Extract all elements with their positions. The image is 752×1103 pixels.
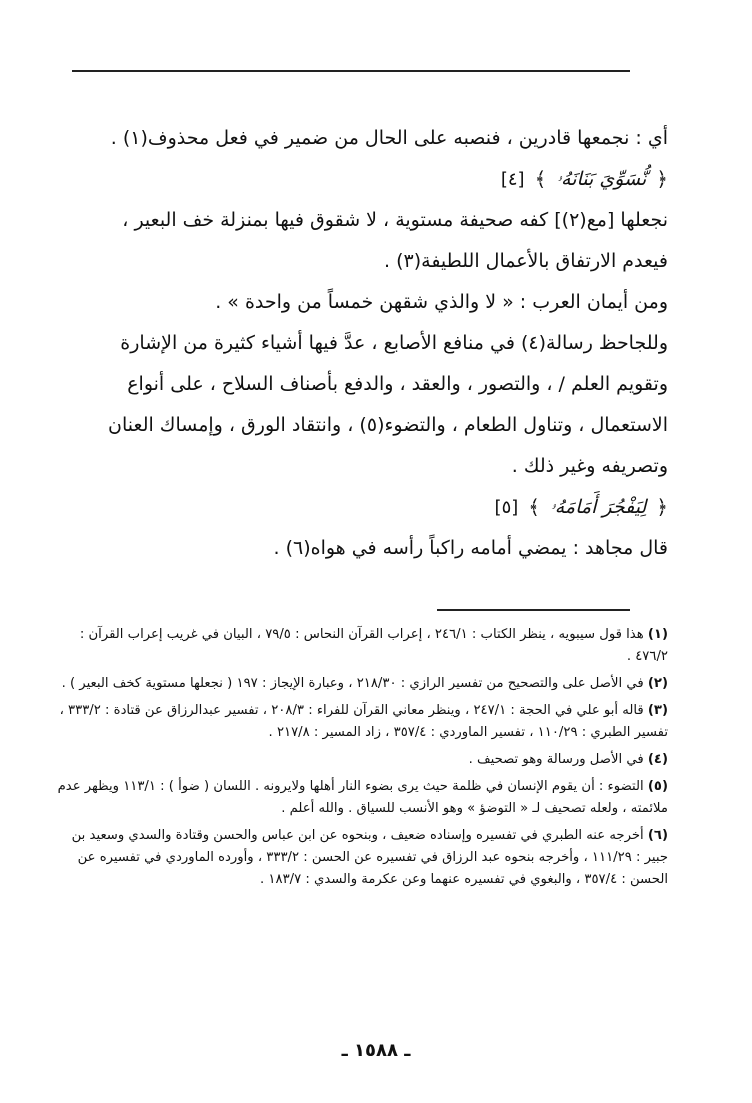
footnote-5	[56, 776, 668, 820]
paragraph-2: نجعلها [مع(٢)] كفه صحيفة مستوية ، لا شقوق فيها بمنزلة خف البعير ،	[122, 209, 668, 231]
paragraph-6: وتقويم العلم / ، والتصور ، والعقد ، والدفع بأصناف السلاح ، على أنواع	[127, 373, 668, 395]
footnote-number: (٦)	[647, 828, 668, 843]
footnote-rule	[437, 609, 630, 611]
footnote-text: هذا قول سيبويه ، ينظر الكتاب : ٢٤٦/١ ، إعراب القرآن النحاس : ٧٩/٥ ، البيان في غريب إعراب القرآن : ٤٧٦/٢ .	[79, 627, 668, 664]
footnote-text: قاله أبو علي في الحجة : ٢٤٧/١ ، وينظر معاني القرآن للفراء : ٢٠٨/٣ ، تفسير عبدالرزاق عن قتادة : ٣٣٣/٢ ، تفسير الطبري : ١١٠/٢٩ ، تفسير الماوردي : ٣٥٧/٤ ، زاد المسير : ٢١٧/٨ .	[59, 703, 668, 740]
paragraph-7: الاستعمال ، وتناول الطعام ، والتضوء(٥) ، وانتقاد الورق ، وإمساك العنان	[108, 414, 668, 436]
quran-verse-4	[62, 159, 668, 200]
footnote-number: (٣)	[647, 703, 668, 718]
footnote-number: (١)	[647, 627, 668, 642]
verse-open-bracket: ﴿	[656, 167, 668, 191]
verse-text: نُّسَوِّيَ بَنَانَهُۥ	[556, 168, 647, 190]
footnotes	[56, 624, 668, 896]
verse-number: [٤]	[500, 169, 525, 190]
header-rule	[72, 70, 630, 72]
main-text	[62, 118, 668, 569]
footnote-text: في الأصل على والتصحيح من تفسير الرازي : ٢١٨/٣٠ ، وعبارة الإيجاز : ١٩٧ ( نجعلها مستوية كخف البعير ) .	[61, 676, 644, 691]
verse-open-bracket: ﴿	[656, 495, 668, 519]
verse-close-bracket: ﴾	[528, 495, 540, 519]
footnote-6	[56, 825, 668, 891]
footnote-text: في الأصل ورسالة وهو تصحيف .	[468, 752, 644, 767]
footnote-1	[56, 624, 668, 668]
verse-text: لِيَفْجُرَ أَمَامَهُۥ	[550, 496, 647, 518]
footnote-number: (٤)	[647, 752, 668, 767]
quran-verse-5	[62, 487, 668, 528]
footnote-text: التضوء : أن يقوم الإنسان في ظلمة حيث يرى بضوء النار أهلها ولايرونه . اللسان ( ضوأ ) : ١١٣/١ ويظهر عدم ملائمته ، ولعله تصحيف لـ « التوضؤ » وهو الأنسب للسياق . والله أعلم .	[57, 779, 668, 816]
verse-number: [٥]	[494, 497, 519, 518]
paragraph-5: وللجاحظ رسالة(٤) في منافع الأصابع ، عدَّ فيها أشياء كثيرة من الإشارة	[120, 332, 668, 354]
page-number: ـ ١٥٨٨ ـ	[341, 1040, 411, 1061]
paragraph-9: قال مجاهد : يمضي أمامه راكباً رأسه في هواه(٦) .	[273, 537, 668, 559]
paragraph-3: فيعدم الارتفاق بالأعمال اللطيفة(٣) .	[384, 250, 668, 272]
paragraph-4: ومن أيمان العرب : « لا والذي شقهن خمساً من واحدة » .	[215, 291, 668, 313]
paragraph-1: أي : نجمعها قادرين ، فنصبه على الحال من ضمير في فعل محذوف(١) .	[110, 127, 668, 149]
paragraph-8: وتصريفه وغير ذلك .	[511, 455, 668, 477]
footnote-number: (٥)	[647, 779, 668, 794]
footnote-4	[56, 749, 668, 771]
footnote-2	[56, 673, 668, 695]
footnote-number: (٢)	[647, 676, 668, 691]
verse-close-bracket: ﴾	[534, 167, 547, 191]
footnote-text: أخرجه عنه الطبري في تفسيره وإسناده ضعيف ، وبنحوه عن ابن عباس والحسن وقتادة والسدي وسعيد بن جبير : ١١١/٢٩ ، وأخرجه بنحوه عبد الرزاق في تفسيره عن الحسن : ٣٣٣/٢ ، وأورده الماوردي في تفسيره عن الحسن : ٣٥٧/٤ ، والبغوي في تفسيره عنهما وعن عكرمة والسدي : ١٨٣/٧ .	[71, 828, 668, 887]
footnote-3	[56, 700, 668, 744]
